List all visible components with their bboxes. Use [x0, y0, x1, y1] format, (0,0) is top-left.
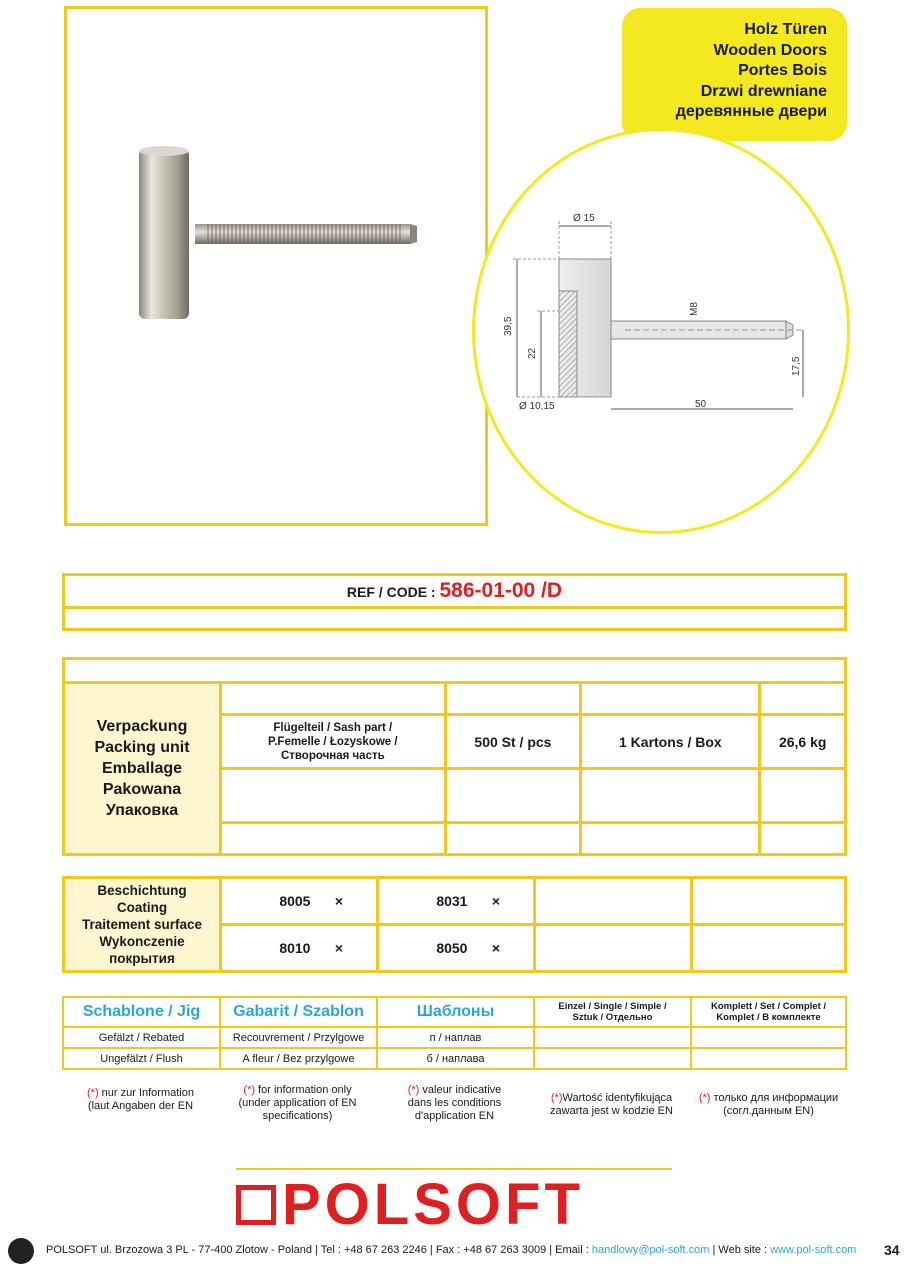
- coating-code: 8010: [279, 940, 311, 956]
- jig-header-single: [534, 997, 691, 1027]
- corner-logo-icon: [8, 1238, 34, 1264]
- product-photo-frame: [64, 6, 488, 526]
- note-line: (laut Angaben der EN: [87, 1100, 194, 1112]
- note-en: [219, 1084, 376, 1123]
- packing-label-line: Упаковка: [105, 802, 179, 819]
- dim-l50: 50: [695, 399, 707, 410]
- note-star: (*): [698, 1092, 711, 1104]
- coating-cell: [692, 925, 846, 972]
- jig-header-line: Komplett / Set / Complet /: [710, 1001, 827, 1012]
- note-pl: [533, 1092, 690, 1118]
- packing-table: [62, 657, 847, 856]
- note-line: только для информации: [710, 1092, 839, 1104]
- dim-m8: M8: [689, 302, 700, 316]
- packing-part-line: Flügelteil / Sash part /: [273, 721, 393, 734]
- dim-d1015: Ø 10,15: [519, 401, 555, 412]
- packing-cell: [581, 769, 760, 823]
- coating-code: 8005: [279, 893, 311, 909]
- note-line: nur zur Information: [98, 1087, 194, 1099]
- note-star: (*): [550, 1092, 563, 1104]
- jig-cell: б / наплава: [377, 1048, 534, 1069]
- category-line: деревянные двери: [675, 103, 827, 120]
- ref-code: 586-01-00 /D: [439, 579, 563, 602]
- note-de: [62, 1087, 219, 1113]
- jig-header: Schablone / Jig: [63, 997, 220, 1027]
- coating-cell: [535, 878, 692, 925]
- coating-cell: [692, 878, 846, 925]
- packing-part-line: Створочная часть: [280, 749, 385, 762]
- packing-header-row: [64, 659, 846, 683]
- coating-mark: ×: [491, 893, 501, 909]
- packing-cell: [445, 823, 581, 855]
- packing-weight: 26,6 kg: [760, 715, 846, 769]
- jig-cell: [691, 1027, 846, 1048]
- footer-web-link[interactable]: www.pol-soft.com: [770, 1244, 857, 1256]
- footer-email-link[interactable]: handlowy@pol-soft.com: [591, 1244, 710, 1256]
- note-line: for information only: [255, 1084, 352, 1096]
- jig-header-line: Komplet / В комплекте: [716, 1012, 821, 1023]
- packing-qty: 500 St / pcs: [445, 715, 581, 769]
- jig-cell: [534, 1027, 691, 1048]
- packing-label-line: Pakowana: [102, 781, 182, 798]
- category-line: Portes Bois: [738, 62, 827, 79]
- dim-h175: 17,5: [791, 356, 802, 376]
- category-tag: [622, 8, 847, 141]
- note-line: specifications): [262, 1110, 333, 1122]
- dim-h395: 39,5: [503, 316, 514, 336]
- note-fr: [376, 1084, 533, 1123]
- packing-cell: [760, 823, 846, 855]
- packing-cell: [221, 769, 446, 823]
- packing-cell: [581, 823, 760, 855]
- coating-cell: [221, 878, 378, 925]
- polsoft-logo: [236, 1172, 584, 1237]
- category-line: Holz Türen: [744, 21, 827, 38]
- coating-mark: ×: [334, 893, 344, 909]
- jig-cell: п / наплав: [377, 1027, 534, 1048]
- packing-part-line: P.Femelle / Łozyskowe /: [268, 735, 398, 748]
- coating-label-line: покрытия: [109, 951, 175, 966]
- coating-cell: [535, 925, 692, 972]
- note-star: (*): [407, 1084, 420, 1096]
- jig-cell: A fleur / Bez przylgowe: [220, 1048, 377, 1069]
- technical-drawing: [472, 128, 850, 534]
- coating-cell: [378, 925, 535, 972]
- jig-cell: Ungefälzt / Flush: [63, 1048, 220, 1069]
- jig-header-set: [691, 997, 846, 1027]
- note-line: Wartość identyfikująca: [562, 1092, 673, 1104]
- note-star: (*): [243, 1084, 255, 1096]
- packing-cell: [445, 683, 581, 715]
- logo-divider: [236, 1168, 672, 1170]
- logo-text: POLSOFT: [282, 1172, 584, 1237]
- category-line: Drzwi drewniane: [700, 82, 827, 100]
- ref-label: REF / CODE :: [346, 584, 436, 600]
- jig-cell: Gefälzt / Rebated: [63, 1027, 220, 1048]
- packing-cell: [445, 769, 581, 823]
- jig-table: [62, 996, 847, 1070]
- note-line: zawarta jest w kodzie EN: [550, 1105, 673, 1117]
- coating-cell: [221, 925, 378, 972]
- coating-label-line: Wykonczenie: [99, 934, 185, 949]
- note-line: (согл.данным EN): [723, 1105, 814, 1117]
- jig-cell: [691, 1048, 846, 1069]
- coating-label-line: Traitement surface: [81, 917, 203, 932]
- packing-cell: [760, 769, 846, 823]
- packing-cell: [760, 683, 846, 715]
- jig-header-line: Sztuk / Отдельно: [572, 1012, 653, 1023]
- packing-box: 1 Kartons / Box: [581, 715, 760, 769]
- packing-label-line: Verpackung: [96, 718, 188, 735]
- dim-d15: Ø 15: [573, 213, 595, 224]
- packing-label-line: Packing unit: [94, 739, 190, 756]
- coating-code: 8050: [436, 940, 468, 956]
- footer: [46, 1244, 856, 1256]
- coating-mark: ×: [491, 940, 501, 956]
- coating-code: 8031: [436, 893, 468, 909]
- dim-h22: 22: [527, 347, 538, 359]
- hinge-photo: [67, 9, 485, 523]
- coating-label: [64, 878, 221, 972]
- page-number: 34: [884, 1242, 900, 1258]
- coating-table: [62, 876, 847, 973]
- note-line: d'application EN: [414, 1110, 495, 1122]
- ref-table: [62, 573, 847, 631]
- jig-header: Gabarit / Szablon: [220, 997, 377, 1027]
- packing-label-line: Emballage: [101, 760, 183, 777]
- coating-mark: ×: [334, 940, 344, 956]
- packing-cell: [581, 683, 760, 715]
- packing-part: [221, 715, 446, 769]
- note-line: valeur indicative: [419, 1084, 502, 1096]
- coating-label-line: Beschichtung: [97, 883, 187, 898]
- ref-cell: [64, 575, 846, 608]
- note-line: (under application of EN: [238, 1097, 357, 1109]
- jig-header: Шаблоны: [377, 997, 534, 1027]
- note-ru: [690, 1092, 847, 1118]
- packing-cell: [221, 683, 446, 715]
- coating-cell: [378, 878, 535, 925]
- footer-sep: | Web site :: [709, 1244, 771, 1256]
- ref-empty-row: [64, 608, 846, 630]
- logo-square-icon: [236, 1185, 276, 1225]
- jig-cell: [534, 1048, 691, 1069]
- jig-cell: Recouvrement / Przylgowe: [220, 1027, 377, 1048]
- category-line: Wooden Doors: [713, 41, 827, 59]
- note-star: (*): [87, 1087, 99, 1099]
- packing-cell: [221, 823, 446, 855]
- jig-header-line: Einzel / Single / Simple /: [558, 1001, 667, 1012]
- packing-label: [64, 683, 221, 855]
- note-line: dans les conditions: [407, 1097, 502, 1109]
- coating-label-line: Coating: [116, 900, 168, 915]
- footer-address: POLSOFT ul. Brzozowa 3 PL - 77-400 Zlotow - Poland | Tel : +48 67 263 2246 | Fax : +48 67 263 3009 | Email :: [46, 1244, 592, 1256]
